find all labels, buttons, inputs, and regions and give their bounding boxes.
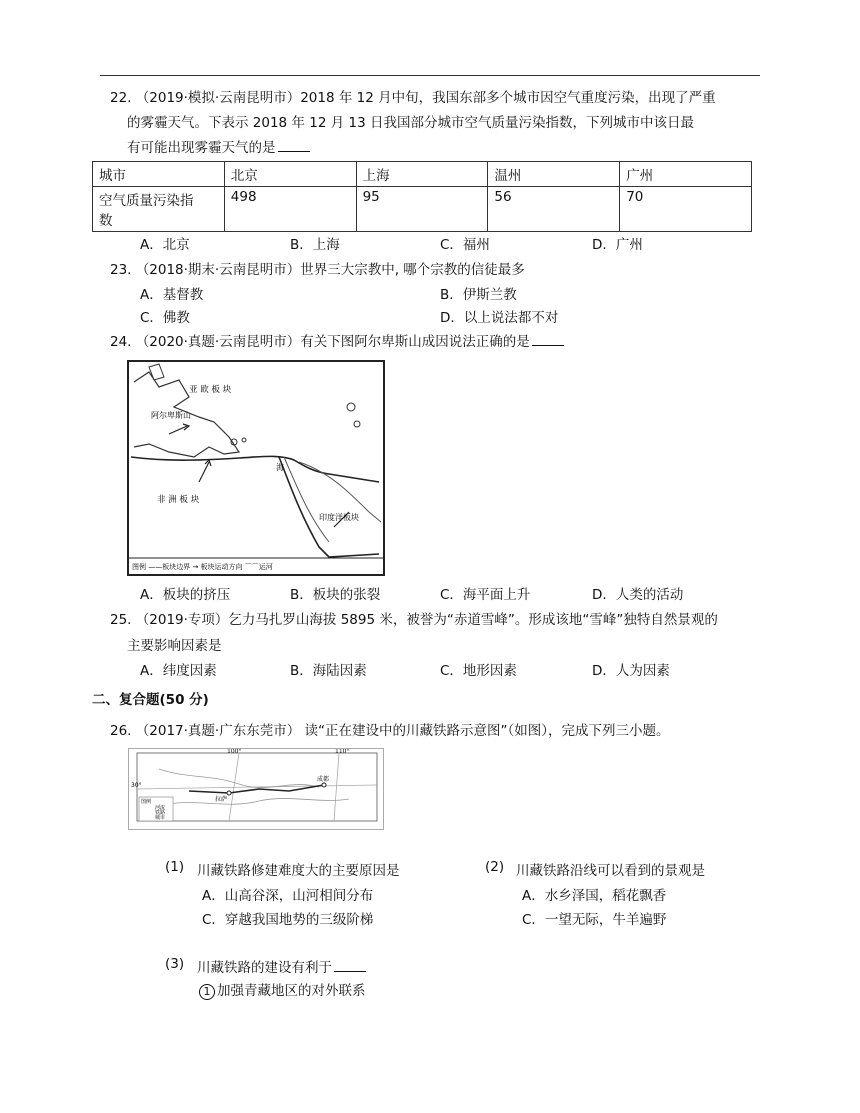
q23-line1: 23. （2018·期末·云南昆明市）世界三大宗教中, 哪个宗教的信徒最多: [110, 262, 525, 278]
q24-option-b: B．板块的张裂: [290, 587, 381, 603]
q22-option-c: C．福州: [440, 237, 490, 253]
q26-sub3-stem: 川藏铁路的建设有利于: [197, 956, 366, 976]
label-indian-plate: 印度洋板块: [319, 513, 359, 522]
q22-option-d: D．广州: [592, 237, 643, 253]
table-row: [93, 162, 752, 187]
q26-sub1-option-c: C．穿越我国地势的三级阶梯: [202, 912, 374, 928]
answer-blank: [532, 332, 564, 346]
table-cell: 95: [356, 187, 488, 232]
q26-sub2-option-c: C．一望无际，牛羊遍野: [522, 912, 667, 928]
q23-option-b: B．伊斯兰教: [440, 287, 517, 303]
q22-line3: 有可能出现雾霾天气的是: [127, 136, 310, 156]
table-row-label: 空气质量污染指 数: [93, 187, 225, 232]
legend-city: 城市: [155, 815, 166, 821]
label-lasa: 拉萨: [215, 796, 228, 803]
table-header-cell: 温州: [488, 162, 620, 187]
label-eurasia-plate: 亚 欧 板 块: [189, 385, 232, 395]
answer-blank: [334, 958, 366, 972]
q25-option-b: B．海陆因素: [290, 663, 367, 679]
q26-line1: 26. （2017·真题·广东东莞市） 读“正在建设中的川藏铁路示意图”（如图），完成下列三小题。: [110, 723, 670, 739]
legend-rail: 铁路: [155, 810, 166, 816]
label-alps: 阿尔卑斯山: [151, 411, 191, 420]
q22-option-a: A．北京: [140, 237, 190, 253]
q24-option-d: D．人类的活动: [592, 587, 684, 603]
table-cell: 70: [620, 187, 752, 232]
table-row: [93, 187, 752, 232]
railway-map-drawing: [129, 749, 383, 829]
q25-line2: 主要影响因素是: [127, 638, 222, 654]
q25-option-a: A．纬度因素: [140, 663, 217, 679]
label-chengdu: 成都: [317, 776, 330, 783]
q25-option-d: D．人为因素: [592, 663, 670, 679]
q24-option-c: C．海平面上升: [440, 587, 531, 603]
label-sea: 海: [276, 463, 284, 472]
alps-plate-map: [127, 360, 385, 576]
label-lat-30: 30°: [131, 782, 142, 789]
q26-sub1-option-a: A．山高谷深，山河相间分布: [202, 888, 374, 904]
plate-map-drawing: [129, 362, 383, 574]
q25-line1: 25. （2019·专项）乞力马扎罗山海拔 5895 米，被誉为“赤道雪峰”。形成该地“雪峰”独特自然景观的: [110, 612, 718, 628]
header-rule: [100, 75, 760, 76]
q23-option-d: D．以上说法都不对: [440, 310, 559, 326]
table-header-cell: 城市: [93, 162, 225, 187]
table-header-cell: 广州: [620, 162, 752, 187]
section-heading: 二、复合题(50 分): [92, 692, 209, 708]
air-quality-table: [92, 161, 752, 232]
q24-option-a: A．板块的挤压: [140, 587, 231, 603]
q23-option-a: A．基督教: [140, 287, 204, 303]
q26-sub1-num: (1): [165, 859, 185, 875]
label-lon-100: 100°: [227, 749, 242, 755]
table-cell: 56: [488, 187, 620, 232]
q26-sub3-num: (3): [165, 956, 185, 972]
q26-sub2-option-a: A．水乡泽国，稻花飘香: [522, 888, 667, 904]
answer-blank: [278, 138, 310, 152]
label-lon-110: 110°: [335, 749, 350, 755]
table-cell: 498: [224, 187, 356, 232]
q26-sub1-stem: 川藏铁路修建难度大的主要原因是: [197, 863, 400, 879]
q22-option-b: B．上海: [290, 237, 340, 253]
q23-option-c: C．佛教: [140, 310, 190, 326]
legend-river: 河流: [155, 805, 166, 811]
q22-line2: 的雾霾天气。下表示 2018 年 12 月 13 日我国部分城市空气质量污染指数，下列城市中该日最: [127, 115, 694, 131]
legend-title: 图例: [141, 799, 152, 805]
q26-sub2-stem: 川藏铁路沿线可以看到的景观是: [516, 863, 705, 879]
table-header-cell: 上海: [356, 162, 488, 187]
q24-line1: 24. （2020·真题·云南昆明市）有关下图阿尔卑斯山成因说法正确的是: [110, 330, 564, 350]
q26-sub3-item1: 1 加强青藏地区的对外联系: [199, 979, 366, 1000]
q26-sub2-num: (2): [485, 859, 505, 875]
label-african-plate: 非 洲 板 块: [157, 495, 200, 505]
circled-number: 1: [199, 984, 215, 1000]
map-legend: 图例 ——板块边界 → 板块运动方向 ⌒⌒运河: [132, 563, 273, 571]
q22-line1: 22. （2019·模拟·云南昆明市）2018 年 12 月中旬，我国东部多个城市因空气重度污染，出现了严重: [110, 90, 716, 106]
sichuan-tibet-railway-map: [128, 748, 384, 830]
table-header-cell: 北京: [224, 162, 356, 187]
q25-option-c: C．地形因素: [440, 663, 517, 679]
